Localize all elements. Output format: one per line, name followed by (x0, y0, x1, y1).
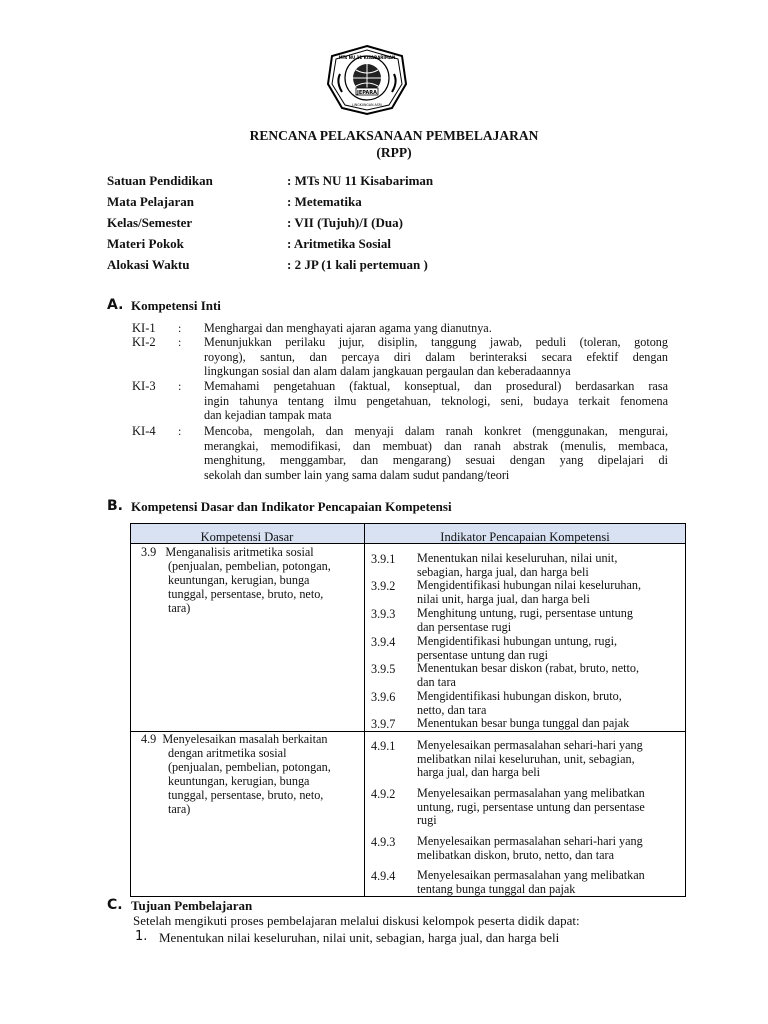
ind-line: Menyelesaikan permasalahan yang melibatkan (417, 786, 645, 800)
kd-line: 4.9 Menyelesaikan masalah berkaitan (141, 732, 328, 746)
ind-line: harga jual, dan harga beli (417, 765, 541, 780)
ind-num: 3.9.7 (371, 717, 396, 731)
ind-line: Menyelesaikan permasalahan sehari-hari yang (417, 738, 643, 752)
ind-line: netto, dan tara (417, 702, 487, 717)
ind-line: Menentukan besar diskon (rabat, bruto, netto, (417, 661, 640, 675)
th-indikator: Indikator Pencapaian Kompetensi (440, 530, 610, 544)
kd-line: dengan aritmetika sosial (168, 746, 287, 760)
section-c-intro: Setelah mengikuti proses pembelajaran melalui diskusi kelompok peserta didik dapat: (133, 913, 580, 928)
ind-num: 3.9.3 (371, 607, 396, 621)
ki-3-code: KI-3 (132, 379, 156, 393)
ki-1-text (204, 321, 668, 336)
ind-text (417, 739, 679, 780)
ki-1-line: Menghargai dan menghayati ajaran agama yang dianutnya. (204, 321, 492, 335)
kd-3-9 (141, 545, 363, 615)
ki-4-line: sekolah dan sumber lain yang sama dalam sudut pandang/teori (204, 467, 510, 482)
ind-line: melibatkan nilai keseluruhan, unit, sebagian, (417, 751, 635, 766)
ki-2-text (204, 335, 668, 379)
info-label-alokasi: Alokasi Waktu (107, 257, 190, 272)
section-a-letter: A. (107, 297, 124, 313)
ind-line: dan persentase rugi (417, 619, 512, 634)
ki-2-line: lingkungan sosial dan alam dalam jangkauan pergaulan dan keberadaannya (204, 364, 571, 378)
ind-text (417, 787, 679, 828)
logo-text-mid: JEPARA (356, 90, 378, 96)
ki-2-code: KI-2 (132, 335, 156, 349)
ind-line: Menyelesaikan permasalahan yang melibatkan (417, 868, 645, 882)
objective-1-text: Menentukan nilai keseluruhan, nilai unit, sebagian, harga jual, dan harga beli (159, 930, 560, 945)
kd-line: (penjualan, pembelian, potongan, (168, 559, 331, 573)
ind-line: persentase untung dan rugi (417, 647, 548, 662)
logo-text-top: MTs NU 11 KISABARIMAN (338, 55, 396, 60)
objective-1-num: 1. (135, 929, 148, 944)
ind-text (417, 635, 679, 662)
ki-4-colon: : (178, 424, 182, 438)
ind-num: 3.9.2 (371, 579, 396, 593)
ind-line: Menentukan nilai keseluruhan, nilai unit, (417, 551, 618, 565)
ki-2-line: Menunjukkan perilaku jujur, disiplin, tanggung jawab, peduli (toleran, gotong (204, 335, 668, 349)
ki-3-text (204, 379, 668, 423)
kd-line: tunggal, persentase, bruto, neto, (168, 587, 324, 601)
ind-num: 4.9.1 (371, 739, 396, 753)
kd-line: keuntungan, kerugian, bunga (168, 774, 310, 788)
ind-line: Menentukan besar bunga tunggal dan pajak (417, 716, 630, 730)
ind-num: 3.9.1 (371, 552, 396, 566)
section-b-letter: B. (107, 498, 123, 514)
info-value-mapel: : Metematika (287, 194, 362, 209)
kd-line: tara) (168, 802, 191, 816)
ki-1-colon: : (178, 321, 182, 335)
table-divider (364, 523, 365, 897)
ind-text (417, 835, 679, 862)
ind-num: 4.9.3 (371, 835, 396, 849)
kd-4-9 (141, 732, 363, 816)
ind-num: 4.9.2 (371, 787, 396, 801)
kd-line: keuntungan, kerugian, bunga (168, 573, 310, 587)
kd-line: 3.9 Menganalisis aritmetika sosial (141, 545, 314, 559)
ind-line: untung, rugi, persentase untung dan persentase (417, 799, 645, 814)
ind-text (417, 662, 679, 689)
kd-line: tunggal, persentase, bruto, neto, (168, 788, 324, 802)
info-label-mapel: Mata Pelajaran (107, 194, 195, 209)
ind-num: 3.9.5 (371, 662, 396, 676)
ind-text (417, 690, 679, 717)
ind-text (417, 579, 679, 606)
kd-line: (penjualan, pembelian, potongan, (168, 760, 331, 774)
school-emblem-icon (326, 44, 408, 116)
ki-4-line: merangkai, memodifikasi, dan membuat) dan ranah abstrak (menulis, membaca, (204, 438, 668, 453)
info-value-materi: : Aritmetika Sosial (287, 236, 391, 251)
ind-line: rugi (417, 813, 437, 828)
info-value-kelas: : VII (Tujuh)/I (Dua) (287, 215, 403, 230)
ki-2-line: royong), santun, dan percaya diri dalam berinteraksi secara efektif dengan (204, 349, 668, 364)
doc-subtitle: (RPP) (376, 145, 412, 160)
ki-4-code: KI-4 (132, 424, 156, 438)
ind-text (417, 552, 679, 579)
ki-4-text (204, 424, 668, 482)
ind-line: dan tara (417, 674, 456, 689)
ind-line: melibatkan diskon, bruto, netto, dan tara (417, 847, 614, 862)
ind-num: 3.9.4 (371, 635, 396, 649)
ind-text (417, 717, 679, 731)
info-label-kelas: Kelas/Semester (107, 215, 193, 230)
ki-4-line: menghitung, menggambar, dan mengarang) sesuai dengan yang dipelajari di (204, 453, 668, 467)
ind-num: 4.9.4 (371, 869, 396, 883)
ind-line: Menghitung untung, rugi, persentase untung (417, 606, 633, 620)
info-label-satuan: Satuan Pendidikan (107, 173, 213, 188)
kd-line: tara) (168, 601, 191, 615)
th-kompetensi-dasar: Kompetensi Dasar (200, 530, 294, 544)
ki-2-colon: : (178, 335, 182, 349)
logo-text-bottom: LINGKUNGAN ASRI (352, 103, 382, 107)
section-a-title: Kompetensi Inti (131, 298, 221, 313)
ind-text (417, 607, 679, 634)
ind-line: Mengidentifikasi hubungan untung, rugi, (417, 634, 618, 648)
section-c-title: Tujuan Pembelajaran (131, 898, 253, 913)
ki-3-colon: : (178, 379, 182, 393)
ind-line: Mengidentifikasi hubungan nilai keseluruhan, (417, 578, 642, 592)
ind-line: tentang bunga tunggal dan pajak (417, 881, 576, 896)
info-label-materi: Materi Pokok (107, 236, 184, 251)
school-logo (326, 44, 408, 116)
ind-line: Menyelesaikan permasalahan sehari-hari yang (417, 834, 643, 848)
ind-line: sebagian, harga jual, dan harga beli (417, 564, 589, 579)
ki-4-line: Mencoba, mengolah, dan menyaji dalam ranah konkret (menggunakan, mengurai, (204, 424, 668, 438)
ki-3-line: dan kejadian tampak mata (204, 408, 332, 422)
doc-title: RENCANA PELAKSANAAN PEMBELAJARAN (249, 128, 539, 143)
ki-1-code: KI-1 (132, 321, 156, 335)
ki-3-line: ingin tahunya tentang ilmu pengetahuan, teknologi, seni, budaya terkait fenomena (204, 393, 668, 408)
ind-num: 3.9.6 (371, 690, 396, 704)
ind-line: nilai unit, harga jual, dan harga beli (417, 591, 590, 606)
info-value-alokasi: : 2 JP (1 kali pertemuan ) (287, 257, 428, 272)
section-b-title: Kompetensi Dasar dan Indikator Pencapaian Kompetensi (131, 499, 452, 514)
info-value-satuan: : MTs NU 11 Kisabariman (287, 173, 434, 188)
section-c-letter: C. (107, 897, 123, 913)
ki-3-line: Memahami pengetahuan (faktual, konseptual, dan prosedural) berdasarkan rasa (204, 379, 668, 393)
ind-text (417, 869, 679, 896)
ind-line: Mengidentifikasi hubungan diskon, bruto, (417, 689, 622, 703)
